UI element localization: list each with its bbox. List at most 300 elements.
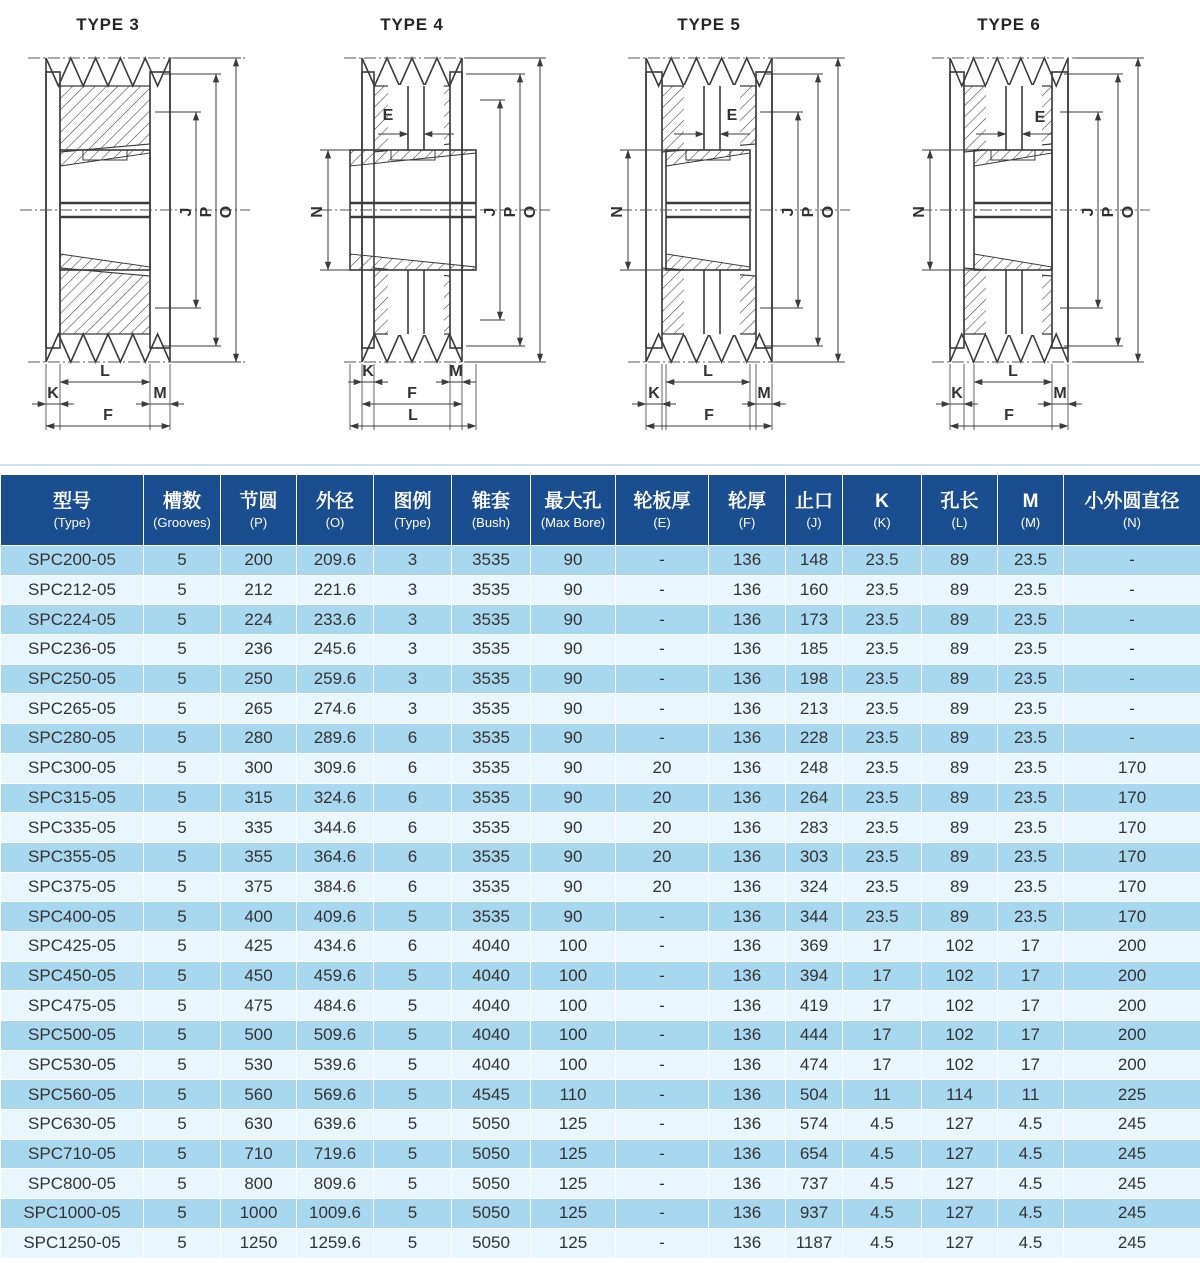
table-row (1, 1169, 1200, 1199)
table-cell: 17 (843, 1050, 922, 1080)
column-header-en: (J) (806, 514, 822, 530)
table-cell: 136 (709, 1199, 786, 1229)
table-cell: - (1064, 546, 1200, 576)
table-cell: 100 (531, 991, 616, 1021)
column-header-en: (P) (249, 514, 268, 530)
column-header-en: (Type) (53, 514, 91, 530)
table-cell: 136 (709, 1169, 786, 1199)
table-cell: 209.6 (297, 546, 374, 576)
table-cell: 444 (786, 1021, 843, 1051)
column-header-zh: 小外圆直径 (1084, 490, 1180, 512)
table-cell: 125 (531, 1199, 616, 1229)
dim-label-o: O (218, 205, 235, 219)
table-cell: 394 (786, 961, 843, 991)
table-cell: 110 (531, 1080, 616, 1110)
table-cell: 5 (374, 1169, 452, 1199)
table-cell: 90 (531, 902, 616, 932)
table-body (1, 546, 1200, 1259)
table-cell: - (616, 1169, 709, 1199)
table-cell: SPC250-05 (1, 664, 144, 694)
table-cell: 11 (998, 1080, 1064, 1110)
table-row (1, 664, 1200, 694)
table-cell: SPC450-05 (1, 961, 144, 991)
column-header (843, 475, 922, 546)
table-cell: 90 (531, 664, 616, 694)
table-cell: 245 (1064, 1139, 1200, 1169)
table-cell: 4040 (452, 991, 531, 1021)
table-row (1, 991, 1200, 1021)
table-cell: 5050 (452, 1110, 531, 1140)
table-cell: 474 (786, 1050, 843, 1080)
table-cell: 212 (221, 575, 297, 605)
table-cell: 89 (922, 724, 998, 754)
table-cell: 136 (709, 991, 786, 1021)
table-cell: 170 (1064, 753, 1200, 783)
diagram-title: TYPE 3 (76, 15, 140, 34)
dim-label-m: M (449, 363, 463, 380)
table-cell: SPC315-05 (1, 783, 144, 813)
column-header-zh: K (875, 490, 889, 512)
dim-label-p: P (502, 206, 519, 218)
table-cell: 3535 (452, 664, 531, 694)
table-row (1, 1080, 1200, 1110)
table-cell: - (1064, 664, 1200, 694)
table-cell: 127 (922, 1139, 998, 1169)
table-cell: 300 (221, 753, 297, 783)
table-cell: SPC212-05 (1, 575, 144, 605)
table-cell: 5 (144, 872, 221, 902)
table-cell: - (616, 1199, 709, 1229)
table-cell: 324 (786, 872, 843, 902)
table-cell: 20 (616, 872, 709, 902)
table-cell: 20 (616, 783, 709, 813)
table-cell: 475 (221, 991, 297, 1021)
table-cell: 225 (1064, 1080, 1200, 1110)
column-header-en: (Max Bore) (540, 514, 606, 530)
table-cell: 90 (531, 605, 616, 635)
table-cell: 170 (1064, 813, 1200, 843)
dim-label-j: J (1080, 207, 1097, 217)
table-cell: 136 (709, 813, 786, 843)
table-cell: 23.5 (998, 635, 1064, 665)
dim-label-l: L (703, 363, 713, 380)
column-header-zh: M (1022, 490, 1039, 512)
table-cell: 136 (709, 1139, 786, 1169)
table-cell: 654 (786, 1139, 843, 1169)
table-cell: 3 (374, 605, 452, 635)
table-cell: 639.6 (297, 1110, 374, 1140)
table-cell: 100 (531, 931, 616, 961)
table-cell: - (616, 546, 709, 576)
table-cell: 4545 (452, 1080, 531, 1110)
table-cell: 136 (709, 694, 786, 724)
table-cell: 484.6 (297, 991, 374, 1021)
dim-label-f: F (1004, 407, 1014, 424)
table-cell: 148 (786, 546, 843, 576)
dim-label-p: P (1100, 206, 1117, 218)
table-cell: 6 (374, 842, 452, 872)
table-cell: 335 (221, 813, 297, 843)
table-cell: 221.6 (297, 575, 374, 605)
table-cell: 409.6 (297, 902, 374, 932)
dim-label-m: M (757, 385, 771, 402)
table-cell: 136 (709, 1050, 786, 1080)
table-cell: - (616, 635, 709, 665)
table-cell: 3535 (452, 872, 531, 902)
table-cell: 17 (843, 961, 922, 991)
dim-label-k: K (648, 385, 660, 402)
table-cell: 6 (374, 724, 452, 754)
table-cell: 23.5 (843, 783, 922, 813)
table-cell: 5 (144, 1139, 221, 1169)
table-cell: 5050 (452, 1139, 531, 1169)
table-cell: 1000 (221, 1199, 297, 1229)
table-cell: 89 (922, 546, 998, 576)
table-cell: 4040 (452, 931, 531, 961)
table-header (1, 475, 1200, 546)
table-cell: 90 (531, 872, 616, 902)
table-cell: 127 (922, 1199, 998, 1229)
column-header (616, 475, 709, 546)
table-cell: 315 (221, 783, 297, 813)
table-cell: 5050 (452, 1199, 531, 1229)
table-cell: 89 (922, 753, 998, 783)
table-cell: SPC800-05 (1, 1169, 144, 1199)
table-cell: 5 (374, 1050, 452, 1080)
column-header-en: (Bush) (471, 514, 511, 530)
column-header (297, 475, 374, 546)
table-cell: SPC265-05 (1, 694, 144, 724)
type-3-diagram (0, 0, 300, 456)
table-cell: 3535 (452, 605, 531, 635)
table-cell: 200 (221, 546, 297, 576)
table-cell: 569.6 (297, 1080, 374, 1110)
table-cell: SPC560-05 (1, 1080, 144, 1110)
table-cell: 5 (144, 842, 221, 872)
table-cell: 136 (709, 783, 786, 813)
table-row (1, 1199, 1200, 1229)
table-cell: 630 (221, 1110, 297, 1140)
table-cell: 136 (709, 1021, 786, 1051)
table-row (1, 635, 1200, 665)
table-cell: - (1064, 694, 1200, 724)
table-cell: 125 (531, 1169, 616, 1199)
table-cell: 20 (616, 753, 709, 783)
table-cell: 5 (374, 1080, 452, 1110)
table-cell: 5 (144, 1021, 221, 1051)
table-cell: 23.5 (998, 902, 1064, 932)
table-cell: 5 (374, 902, 452, 932)
table-cell: 90 (531, 546, 616, 576)
table-cell: 136 (709, 546, 786, 576)
table-cell: SPC300-05 (1, 753, 144, 783)
dim-label-f: F (103, 407, 113, 424)
dim-label-n: N (911, 206, 928, 218)
table-cell: SPC375-05 (1, 872, 144, 902)
table-cell: - (1064, 724, 1200, 754)
table-cell: 23.5 (998, 664, 1064, 694)
table-cell: 4.5 (998, 1228, 1064, 1258)
column-header-zh: 槽数 (162, 490, 201, 512)
table-cell: 344.6 (297, 813, 374, 843)
dim-label-e: E (726, 107, 738, 124)
table-cell: - (616, 902, 709, 932)
table-row (1, 753, 1200, 783)
table-cell: 5 (144, 991, 221, 1021)
table-cell: 5 (144, 902, 221, 932)
column-header-en: (N) (1122, 514, 1142, 530)
column-header-zh: 最大孔 (544, 490, 602, 512)
table-cell: 224 (221, 605, 297, 635)
column-header (452, 475, 531, 546)
table-cell: 136 (709, 635, 786, 665)
table-cell: 228 (786, 724, 843, 754)
diagram-strip (0, 0, 1200, 456)
table-cell: 250 (221, 664, 297, 694)
table-cell: 213 (786, 694, 843, 724)
table-cell: 6 (374, 931, 452, 961)
column-header-zh: 图例 (393, 490, 432, 512)
table-cell: 20 (616, 842, 709, 872)
table-cell: 264 (786, 783, 843, 813)
table-cell: 419 (786, 991, 843, 1021)
table-cell: 23.5 (998, 872, 1064, 902)
table-cell: 5 (144, 1199, 221, 1229)
table-row (1, 1228, 1200, 1258)
type-5-diagram (600, 0, 900, 456)
table-cell: 100 (531, 961, 616, 991)
table-cell: 136 (709, 931, 786, 961)
column-header (1064, 475, 1200, 546)
table-cell: 200 (1064, 931, 1200, 961)
table-cell: 90 (531, 753, 616, 783)
dim-label-k: K (362, 363, 374, 380)
table-cell: 136 (709, 753, 786, 783)
diagram-title: TYPE 4 (380, 15, 444, 34)
table-cell: 11 (843, 1080, 922, 1110)
table-cell: 5 (374, 961, 452, 991)
table-cell: 125 (531, 1228, 616, 1258)
table-cell: 4.5 (843, 1228, 922, 1258)
table-cell: 127 (922, 1228, 998, 1258)
table-row (1, 605, 1200, 635)
dim-label-m: M (153, 385, 167, 402)
column-header-en: (L) (951, 514, 968, 530)
table-cell: 102 (922, 931, 998, 961)
table-cell: 710 (221, 1139, 297, 1169)
table-cell: 1250 (221, 1228, 297, 1258)
table-cell: 737 (786, 1169, 843, 1199)
table-cell: 23.5 (998, 605, 1064, 635)
table-cell: 23.5 (998, 813, 1064, 843)
table-cell: 809.6 (297, 1169, 374, 1199)
column-header (786, 475, 843, 546)
table-cell: 5 (144, 694, 221, 724)
table-cell: 89 (922, 694, 998, 724)
column-header (998, 475, 1064, 546)
type-6-diagram (900, 0, 1200, 456)
table-cell: 136 (709, 842, 786, 872)
table-cell: 1009.6 (297, 1199, 374, 1229)
column-header-zh: 外径 (315, 490, 354, 512)
column-header-en: (Type) (394, 514, 431, 530)
table-cell: 200 (1064, 991, 1200, 1021)
diagram-title: TYPE 5 (677, 15, 741, 34)
table-row (1, 1139, 1200, 1169)
table-cell: SPC530-05 (1, 1050, 144, 1080)
table-cell: 5 (374, 1199, 452, 1229)
column-header-en: (F) (738, 514, 756, 530)
table-cell: 114 (922, 1080, 998, 1110)
table-cell: - (616, 1228, 709, 1258)
table-cell: 5 (144, 724, 221, 754)
table-cell: 5 (144, 813, 221, 843)
table-cell: 23.5 (843, 872, 922, 902)
table-cell: - (616, 931, 709, 961)
table-cell: 4040 (452, 1050, 531, 1080)
pulley-spec-table (0, 474, 1200, 1259)
table-cell: 20 (616, 813, 709, 843)
table-cell: 5 (144, 931, 221, 961)
column-header (1, 475, 144, 546)
table-cell: 560 (221, 1080, 297, 1110)
table-cell: SPC400-05 (1, 902, 144, 932)
table-cell: - (616, 605, 709, 635)
table-cell: 5 (374, 1228, 452, 1258)
table-cell: 89 (922, 902, 998, 932)
column-header-zh: 孔长 (940, 490, 979, 512)
table-cell: 4.5 (998, 1169, 1064, 1199)
column-header (221, 475, 297, 546)
table-cell: 136 (709, 724, 786, 754)
table-cell: 23.5 (843, 575, 922, 605)
table-cell: 89 (922, 842, 998, 872)
table-cell: 5 (144, 546, 221, 576)
table-cell: 3 (374, 546, 452, 576)
table-cell: SPC710-05 (1, 1139, 144, 1169)
dim-label-o: O (820, 205, 837, 219)
table-cell: - (1064, 635, 1200, 665)
table-cell: 259.6 (297, 664, 374, 694)
table-cell: 23.5 (998, 842, 1064, 872)
table-cell: 3535 (452, 724, 531, 754)
table-cell: 434.6 (297, 931, 374, 961)
table-cell: 4.5 (998, 1110, 1064, 1140)
table-cell: SPC500-05 (1, 1021, 144, 1051)
dim-label-m: M (1053, 385, 1067, 402)
table-row (1, 1021, 1200, 1051)
table-cell: 4.5 (998, 1199, 1064, 1229)
table-row (1, 842, 1200, 872)
table-cell: 89 (922, 575, 998, 605)
table-cell: 375 (221, 872, 297, 902)
column-header-zh: 节圆 (239, 490, 278, 512)
table-cell: - (1064, 575, 1200, 605)
table-cell: 309.6 (297, 753, 374, 783)
table-row (1, 1050, 1200, 1080)
table-row (1, 694, 1200, 724)
table-cell: 4.5 (998, 1139, 1064, 1169)
column-header (922, 475, 998, 546)
table-cell: 4.5 (843, 1169, 922, 1199)
table-cell: 23.5 (843, 664, 922, 694)
table-cell: 136 (709, 902, 786, 932)
column-header (531, 475, 616, 546)
table-cell: 89 (922, 872, 998, 902)
table-row (1, 546, 1200, 576)
table-cell: - (1064, 605, 1200, 635)
table-cell: 3535 (452, 783, 531, 813)
table-cell: 90 (531, 842, 616, 872)
table-cell: SPC200-05 (1, 546, 144, 576)
table-cell: 530 (221, 1050, 297, 1080)
table-cell: 303 (786, 842, 843, 872)
table-cell: 504 (786, 1080, 843, 1110)
table-cell: 5 (144, 1228, 221, 1258)
table-cell: 89 (922, 605, 998, 635)
table-cell: 450 (221, 961, 297, 991)
table-cell: 5050 (452, 1169, 531, 1199)
table-cell: 1259.6 (297, 1228, 374, 1258)
table-cell: 5 (144, 575, 221, 605)
table-cell: 3535 (452, 813, 531, 843)
table-cell: 17 (843, 1021, 922, 1051)
table-cell: 100 (531, 1021, 616, 1051)
column-header-en: (M) (1020, 514, 1041, 530)
table-cell: 23.5 (998, 753, 1064, 783)
table-cell: 384.6 (297, 872, 374, 902)
table-cell: 5 (144, 1110, 221, 1140)
column-header (374, 475, 452, 546)
table-cell: - (616, 694, 709, 724)
table-cell: 5 (374, 1139, 452, 1169)
dim-label-o: O (522, 205, 539, 219)
column-header-en: (O) (325, 514, 345, 530)
table-cell: 136 (709, 961, 786, 991)
table-cell: 23.5 (843, 842, 922, 872)
dim-label-l: L (408, 407, 418, 424)
table-cell: SPC630-05 (1, 1110, 144, 1140)
table-row (1, 872, 1200, 902)
table-row (1, 902, 1200, 932)
table-cell: 369 (786, 931, 843, 961)
table-cell: 3 (374, 575, 452, 605)
divider (0, 464, 1200, 466)
table-cell: 3 (374, 664, 452, 694)
table-row (1, 724, 1200, 754)
type-4-diagram (300, 0, 600, 456)
table-cell: 125 (531, 1139, 616, 1169)
table-row (1, 961, 1200, 991)
table-cell: 90 (531, 575, 616, 605)
dim-label-j: J (780, 207, 797, 217)
table-cell: 200 (1064, 1021, 1200, 1051)
table-cell: 136 (709, 1110, 786, 1140)
table-cell: 265 (221, 694, 297, 724)
dim-label-l: L (1008, 363, 1018, 380)
dim-label-k: K (47, 385, 59, 402)
dim-label-f: F (407, 385, 417, 402)
table-cell: 5 (144, 783, 221, 813)
table-cell: 90 (531, 724, 616, 754)
diagram-title: TYPE 6 (977, 15, 1041, 34)
table-row (1, 783, 1200, 813)
table-cell: 136 (709, 1080, 786, 1110)
table-cell: 459.6 (297, 961, 374, 991)
dim-label-o: O (1120, 205, 1137, 219)
table-cell: 23.5 (843, 902, 922, 932)
column-header-zh: 型号 (52, 490, 91, 512)
